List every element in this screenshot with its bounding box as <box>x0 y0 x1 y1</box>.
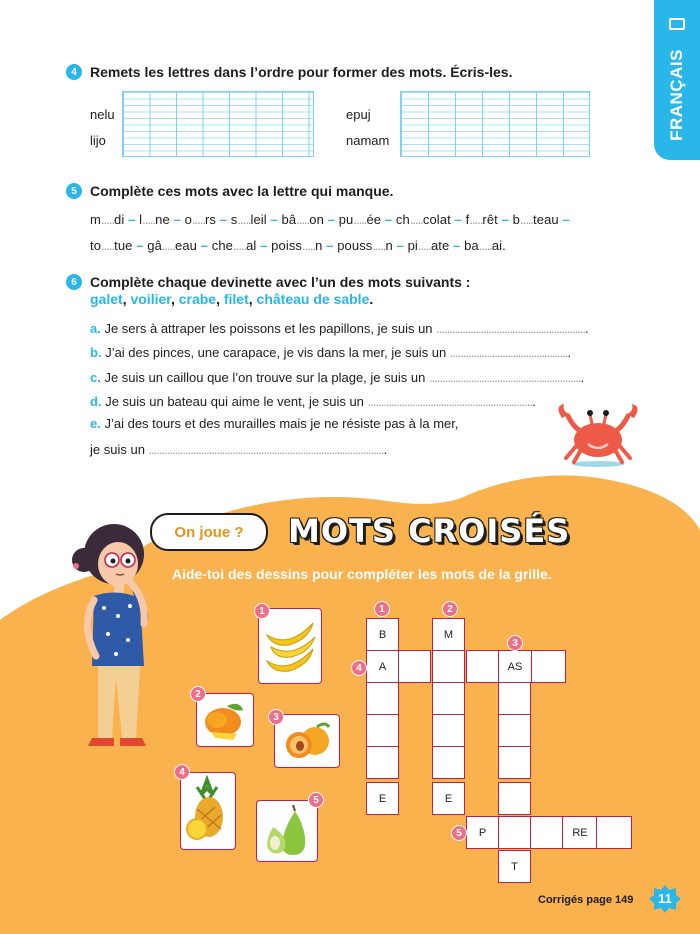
speech-bubble <box>150 513 268 551</box>
picture-number-5: 5 <box>308 792 324 808</box>
girl-character-image <box>58 516 166 756</box>
riddle-d: d. Je suis un bateau qui aime le vent, je suis un ................................................................ <box>90 394 536 409</box>
riddle-e-line-2: je suis un ........................................................................................... <box>90 442 388 457</box>
separator-dash: – <box>392 238 408 253</box>
grid-cell[interactable]: RE <box>562 816 598 849</box>
separator-dash: – <box>323 212 339 227</box>
riddle-letter: c. <box>90 370 101 385</box>
grid-cell[interactable] <box>498 816 531 849</box>
exercise-6-number: 6 <box>66 274 82 290</box>
grid-cell[interactable] <box>432 746 465 779</box>
grid-cell[interactable] <box>530 816 563 849</box>
grid-number-2: 2 <box>442 601 458 617</box>
grid-cell[interactable] <box>498 746 531 779</box>
pear-image <box>257 801 316 860</box>
word-part: al <box>246 238 257 253</box>
missing-letter-blank[interactable]: ..... <box>233 238 247 253</box>
picture-card-4 <box>180 772 236 850</box>
word-part: rêt <box>482 212 498 227</box>
exercise-5-number: 5 <box>66 183 82 199</box>
grid-cell[interactable] <box>530 650 566 683</box>
pineapple-image <box>181 773 234 848</box>
grid-cell[interactable]: B <box>366 618 399 651</box>
subject-tab <box>654 0 700 160</box>
riddle-c: c. Je suis un caillou que l’on trouve sur la plage, je suis un ........................................................... <box>90 370 585 385</box>
word-bank-item: filet <box>223 291 249 307</box>
missing-letter-blank[interactable]: ..... <box>302 238 316 253</box>
word-part: ée <box>366 212 382 227</box>
word-part: to <box>90 238 102 253</box>
riddle-text: J’ai des tours et des murailles mais je ne résiste pas à la mer, <box>104 416 459 431</box>
riddle-letter: d. <box>90 394 102 409</box>
picture-number-1: 1 <box>254 603 270 619</box>
missing-letter-line-1[interactable] <box>90 212 570 227</box>
crab-image <box>548 400 648 468</box>
grid-cell[interactable]: A <box>366 650 399 683</box>
word-part: pu <box>338 212 354 227</box>
grid-number-5: 5 <box>451 825 467 841</box>
word-part: di <box>114 212 125 227</box>
riddle-text: Je suis un bateau qui aime le vent, je suis un <box>105 394 364 409</box>
separator-dash: – <box>449 238 465 253</box>
scrambled-word: namam <box>346 133 390 148</box>
grid-cell[interactable] <box>432 714 465 747</box>
word-part: poiss <box>271 238 303 253</box>
missing-letter-blank[interactable]: ..... <box>478 238 492 253</box>
word-bank <box>90 291 373 307</box>
game-title: MOTS CROISÉS <box>288 512 571 550</box>
riddle-letter: b. <box>90 345 102 360</box>
word-part: f <box>465 212 470 227</box>
grid-cell[interactable] <box>498 782 531 815</box>
grid-cell[interactable]: P <box>466 816 499 849</box>
grid-cell[interactable] <box>498 682 531 715</box>
grid-cell[interactable] <box>398 650 431 683</box>
word-bank-item: château de sable <box>256 291 370 307</box>
word-bank-separator: . <box>369 291 374 307</box>
picture-number-3: 3 <box>268 709 284 725</box>
word-bank-separator: , <box>216 291 224 307</box>
word-bank-separator: , <box>248 291 257 307</box>
grid-cell[interactable] <box>432 682 465 715</box>
exercise-5-title: Complète ces mots avec la lettre qui manque. <box>90 183 394 199</box>
missing-letter-blank[interactable]: ..... <box>417 238 431 253</box>
riddle-letter: e. <box>90 416 101 431</box>
missing-letter-blank[interactable]: ..... <box>519 212 534 227</box>
separator-dash: – <box>256 238 272 253</box>
word-part: ate <box>430 238 450 253</box>
separator-dash: – <box>497 212 513 227</box>
missing-letter-blank[interactable]: ..... <box>237 212 251 227</box>
missing-letter-blank[interactable]: ..... <box>142 212 156 227</box>
riddle-text: Je suis un caillou que l’on trouve sur la plage, je suis un <box>104 370 426 385</box>
mango-image <box>197 694 252 745</box>
exercise-4-number: 4 <box>66 64 82 80</box>
answer-blank[interactable]: .......................................................... <box>428 370 581 385</box>
exercise-4-title: Remets les lettres dans l’ordre pour former des mots. Écris-les. <box>90 64 513 80</box>
word-part: m <box>90 212 101 227</box>
word-part: colat <box>422 212 451 227</box>
grid-cell[interactable]: E <box>366 782 399 815</box>
word-part: rs <box>205 212 217 227</box>
exercise-6-title: Complète chaque devinette avec l’un des mots suivants : <box>90 274 471 290</box>
writing-grid-left[interactable] <box>122 91 314 157</box>
separator-dash: – <box>322 238 338 253</box>
word-part: b <box>512 212 520 227</box>
word-bank-item: galet <box>90 291 123 307</box>
word-part: gâ <box>147 238 162 253</box>
missing-letter-blank[interactable]: ..... <box>372 238 386 253</box>
word-bank-item: crabe <box>178 291 217 307</box>
scrambled-word: nelu <box>90 107 115 122</box>
grid-cell[interactable] <box>366 714 399 747</box>
riddle-e <box>90 416 459 431</box>
grid-number-3: 3 <box>507 635 523 651</box>
page-number: 11 <box>658 891 672 906</box>
word-part: ai. <box>491 238 506 253</box>
separator-dash: – <box>381 212 396 227</box>
word-part: teau <box>533 212 559 227</box>
game-instruction: Aide-toi des dessins pour compléter les mots de la grille. <box>172 566 552 582</box>
grid-cell[interactable] <box>366 746 399 779</box>
scrambled-word: lijo <box>90 133 106 148</box>
separator-dash: – <box>216 212 231 227</box>
word-bank-separator: , <box>170 291 179 307</box>
separator-dash: – <box>132 238 148 253</box>
picture-number-2: 2 <box>190 686 206 702</box>
word-part: pi <box>407 238 418 253</box>
scrambled-word: epuj <box>346 107 371 122</box>
missing-letter-blank[interactable]: ..... <box>469 212 483 227</box>
word-part: tue <box>114 238 133 253</box>
answer-blank[interactable]: ......................................................... <box>436 321 586 336</box>
missing-letter-blank[interactable]: ..... <box>353 212 367 227</box>
bookmark-icon <box>669 18 685 30</box>
riddle-b: b. J’ai des pinces, une carapace, je vis dans la mer, je suis un .............................................. <box>90 345 572 360</box>
grid-cell[interactable]: E <box>432 782 465 815</box>
word-part: leil <box>250 212 267 227</box>
riddle-letter: a. <box>90 321 101 336</box>
separator-dash: – <box>196 238 212 253</box>
grid-cell[interactable] <box>432 650 465 683</box>
picture-card-1 <box>258 608 322 684</box>
speech-bubble-text: On joue ? <box>174 523 244 541</box>
riddle-text: J’ai des pinces, une carapace, je vis dans la mer, je suis un <box>105 345 447 360</box>
word-part: eau <box>174 238 197 253</box>
grid-cell[interactable]: AS <box>498 650 532 683</box>
grid-cell[interactable] <box>596 816 632 849</box>
word-part: o <box>184 212 192 227</box>
missing-letter-blank[interactable]: ..... <box>100 212 114 227</box>
word-bank-item: voilier <box>130 291 171 307</box>
grid-number-4: 4 <box>351 660 367 676</box>
word-part: on <box>309 212 324 227</box>
separator-dash: – <box>169 212 185 227</box>
word-part: pouss <box>337 238 373 253</box>
answer-blank[interactable]: ............................................. <box>449 345 568 360</box>
grid-cell[interactable] <box>498 714 531 747</box>
word-part: bâ <box>281 212 297 227</box>
separator-dash: – <box>558 212 570 227</box>
word-part: s <box>230 212 238 227</box>
picture-card-3 <box>274 714 340 768</box>
answer-blank[interactable]: ............................................................... <box>367 394 533 409</box>
word-bank-separator: , <box>122 291 131 307</box>
picture-number-4: 4 <box>174 764 190 780</box>
grid-cell[interactable] <box>466 650 499 683</box>
grid-cell[interactable]: T <box>498 850 531 883</box>
corrections-note: Corrigés page 149 <box>538 894 634 906</box>
grid-cell[interactable] <box>366 682 399 715</box>
separator-dash: – <box>266 212 282 227</box>
grid-number-1: 1 <box>374 601 390 617</box>
missing-letter-blank[interactable]: ..... <box>101 238 115 253</box>
word-part: n <box>385 238 393 253</box>
writing-grid-right[interactable] <box>400 91 590 157</box>
word-part: ba <box>464 238 479 253</box>
word-part: ch <box>395 212 410 227</box>
missing-letter-blank[interactable]: ..... <box>296 212 310 227</box>
answer-blank[interactable]: .......................................................................................... <box>148 442 384 457</box>
word-part: n <box>315 238 323 253</box>
riddle-text: Je sers à attraper les poissons et les papillons, je suis un <box>104 321 433 336</box>
word-part: che <box>211 238 234 253</box>
missing-letter-blank[interactable]: ..... <box>161 238 175 253</box>
subject-label: FRANÇAIS <box>667 49 686 141</box>
missing-letter-blank[interactable]: ..... <box>191 212 205 227</box>
picture-card-5 <box>256 800 318 862</box>
apricot-image <box>275 715 338 766</box>
word-part: l <box>139 212 143 227</box>
banana-image <box>259 609 320 682</box>
picture-card-2 <box>196 693 254 747</box>
separator-dash: – <box>124 212 140 227</box>
grid-cell[interactable]: M <box>432 618 465 651</box>
riddle-a: a. Je sers à attraper les poissons et les papillons, je suis un .......................................................... <box>90 321 589 336</box>
riddle-text: je suis un <box>90 442 145 457</box>
separator-dash: – <box>450 212 466 227</box>
missing-letter-line-2[interactable] <box>90 238 506 253</box>
missing-letter-blank[interactable]: ..... <box>409 212 423 227</box>
word-part: ne <box>155 212 170 227</box>
